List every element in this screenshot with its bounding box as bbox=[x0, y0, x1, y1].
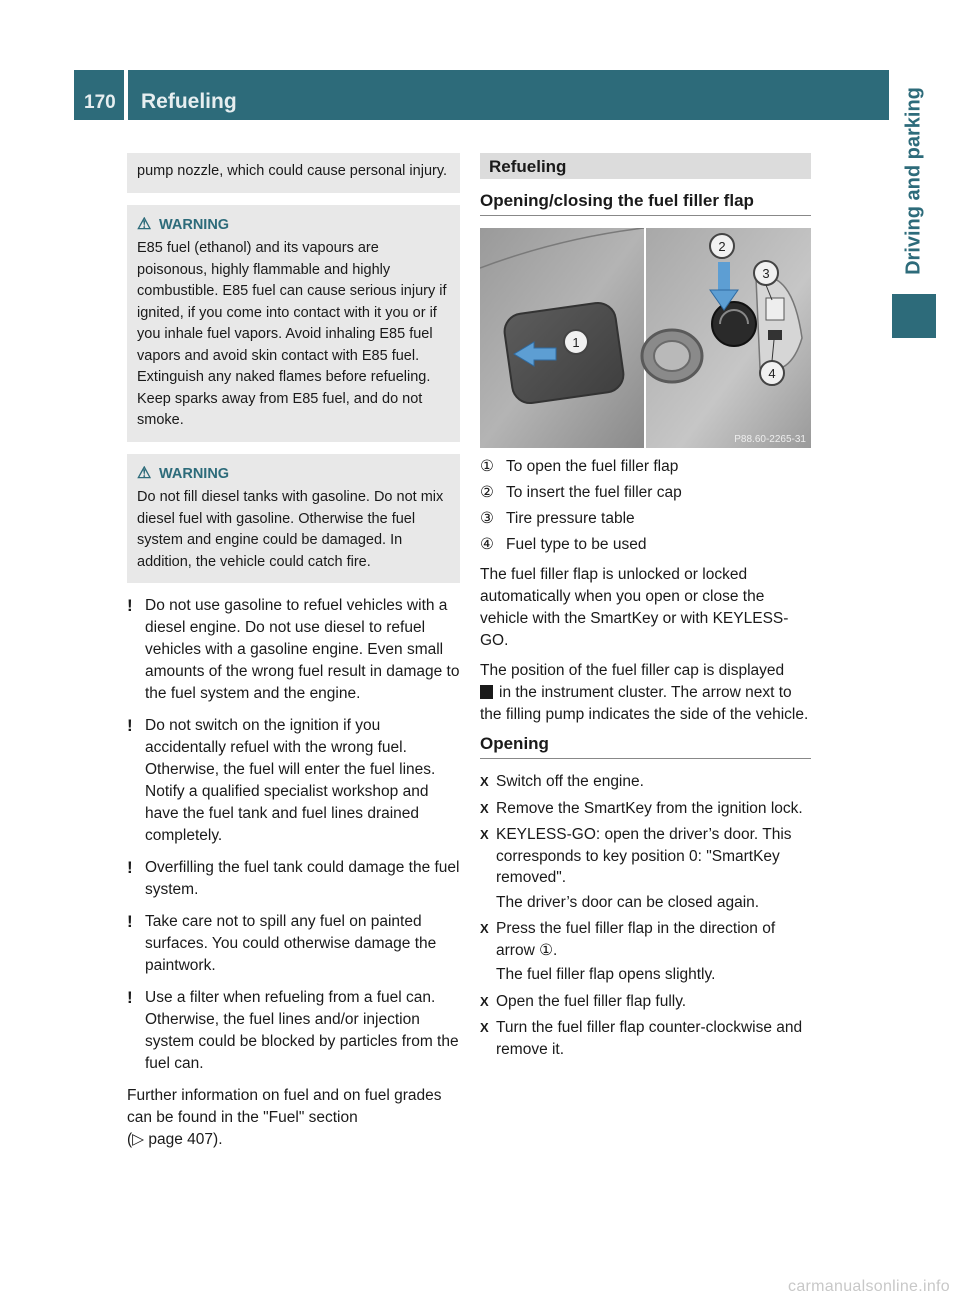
step-item bbox=[480, 1017, 811, 1060]
warning-label: WARNING bbox=[159, 216, 230, 233]
warning-heading bbox=[137, 215, 450, 237]
step-marker-icon: X bbox=[480, 993, 489, 1009]
legend-number: ① bbox=[480, 458, 494, 475]
note-item bbox=[127, 987, 460, 1075]
step-text: Remove the SmartKey from the ignition lock. bbox=[496, 799, 803, 817]
legend-list bbox=[480, 456, 811, 556]
note-item bbox=[127, 595, 460, 705]
further-info bbox=[127, 1085, 460, 1151]
step-item bbox=[480, 824, 811, 913]
warning-heading bbox=[137, 464, 450, 486]
exclamation-icon: ! bbox=[127, 716, 133, 735]
exclamation-icon: ! bbox=[127, 596, 133, 615]
step-marker-icon: X bbox=[480, 800, 489, 816]
note-text: Overfilling the fuel tank could damage the fuel system. bbox=[145, 859, 460, 898]
step-marker-icon: X bbox=[480, 774, 489, 789]
exclamation-icon: ! bbox=[127, 988, 133, 1007]
step-item bbox=[480, 991, 811, 1013]
right-column bbox=[480, 153, 811, 1065]
legend-item bbox=[480, 534, 811, 556]
warning-label: WARNING bbox=[159, 465, 230, 482]
fuel-flap-illustration bbox=[480, 228, 811, 448]
legend-number: ③ bbox=[480, 510, 494, 527]
further-info-text: Further information on fuel and on fuel grades can be found in the "Fuel" section bbox=[127, 1087, 442, 1126]
page-number-box bbox=[74, 70, 124, 120]
note-text: Take care not to spill any fuel on painted surfaces. You could otherwise damage the paintwork. bbox=[145, 913, 437, 974]
left-column bbox=[127, 153, 460, 1159]
warning-text: Do not fill diesel tanks with gasoline. Do not mix diesel fuel with gasoline. Otherwise the fuel system and engine could be damaged. In addition, the vehicle could catch fire. bbox=[137, 489, 444, 570]
page-number: 170 bbox=[84, 92, 116, 113]
side-tab-label: Driving and parking bbox=[902, 87, 925, 275]
legend-text: To insert the fuel filler cap bbox=[506, 484, 682, 501]
paragraph-text: The position of the fuel filler cap is displayed bbox=[480, 662, 785, 679]
note-text: Do not switch on the ignition if you accidentally refuel with the wrong fuel. Otherwise, the fuel will enter the fuel lines. Notify a qualified specialist workshop and have the fuel tank and fuel lines drained completely. bbox=[145, 717, 436, 844]
note-item bbox=[127, 911, 460, 977]
subheading: Opening/closing the fuel filler flap bbox=[480, 191, 811, 216]
step-text: Turn the fuel filler flap counter-clockwise and remove it. bbox=[496, 1019, 803, 1058]
callout-3: 3 bbox=[762, 266, 770, 281]
paragraph-cap-position bbox=[480, 660, 811, 726]
chapter-title: Refueling bbox=[141, 90, 237, 113]
legend-item bbox=[480, 456, 811, 478]
warning-text: E85 fuel (ethanol) and its vapours are poisonous, highly flammable and highly combustible. E85 fuel can cause serious injury if ignited, if you come into contact with it you or if you inhale fuel vapors. Avoid inhaling E85 fuel vapors and avoid skin contact with E85 fuel. Extinguish any naked flames before refueling. Keep sparks away from E85 fuel, and do not smoke. bbox=[137, 240, 447, 428]
note-text: Use a filter when refueling from a fuel can. Otherwise, the fuel lines and/or injection system could be blocked by particles from the fuel can. bbox=[145, 989, 459, 1072]
step-text: Press the fuel filler flap in the direction of arrow ①. bbox=[496, 920, 776, 959]
exclamation-icon: ! bbox=[127, 912, 133, 931]
step-text: KEYLESS-GO: open the driver’s door. This corresponds to key position 0: "SmartKey removed". bbox=[496, 826, 792, 886]
exclamation-icon: ! bbox=[127, 858, 133, 877]
chapter-header bbox=[128, 70, 889, 120]
callout-4: 4 bbox=[768, 366, 776, 381]
step-result: The fuel filler flap opens slightly. bbox=[496, 966, 716, 983]
section-title: Refueling bbox=[480, 153, 811, 179]
step-marker-icon: X bbox=[480, 921, 489, 936]
figure-code: P88.60-2265-31 bbox=[734, 434, 806, 445]
step-text: Switch off the engine. bbox=[496, 773, 644, 790]
fuel-flap-figure bbox=[480, 228, 811, 448]
callout-2: 2 bbox=[718, 239, 726, 254]
legend-item bbox=[480, 482, 811, 504]
callout-1: 1 bbox=[572, 335, 580, 350]
continued-text: pump nozzle, which could cause personal injury. bbox=[137, 163, 448, 179]
step-text: Open the fuel filler flap fully. bbox=[496, 992, 687, 1010]
side-tab-marker bbox=[892, 294, 936, 338]
legend-text: Tire pressure table bbox=[506, 510, 635, 527]
warning-triangle-icon: ⚠ bbox=[137, 215, 152, 233]
warning-box-e85 bbox=[127, 205, 460, 442]
step-marker-icon: X bbox=[480, 827, 489, 842]
watermark: carmanualsonline.info bbox=[788, 1278, 950, 1295]
step-item bbox=[480, 771, 811, 793]
step-marker-icon: X bbox=[480, 1020, 489, 1035]
continued-warning bbox=[127, 153, 460, 193]
side-tab bbox=[892, 70, 936, 292]
step-item bbox=[480, 918, 811, 986]
steps-list bbox=[480, 771, 811, 1060]
note-text: Do not use gasoline to refuel vehicles with a diesel engine. Do not use diesel to refuel vehicles with a gasoline engine. Even small amounts of the wrong fuel result in damage to the fuel system and the engine. bbox=[145, 597, 460, 702]
legend-number: ④ bbox=[480, 536, 494, 553]
warning-triangle-icon: ⚠ bbox=[137, 464, 152, 482]
legend-text: To open the fuel filler flap bbox=[506, 458, 679, 475]
legend-number: ② bbox=[480, 484, 494, 501]
note-item bbox=[127, 715, 460, 847]
legend-text: Fuel type to be used bbox=[506, 536, 647, 553]
step-result: The driver’s door can be closed again. bbox=[496, 893, 760, 911]
page-reference-link[interactable]: (▷ page 407). bbox=[127, 1131, 223, 1148]
note-item bbox=[127, 857, 460, 901]
legend-item bbox=[480, 508, 811, 530]
paragraph-text: in the instrument cluster. The arrow next to the filling pump indicates the side of the vehicle. bbox=[480, 684, 809, 723]
warning-box-diesel bbox=[127, 454, 460, 584]
step-item bbox=[480, 798, 811, 820]
fuel-pump-icon bbox=[480, 685, 493, 699]
paragraph-unlock: The fuel filler flap is unlocked or locked automatically when you open or close the vehicle with the SmartKey or with KEYLESS-GO. bbox=[480, 566, 789, 649]
opening-heading: Opening bbox=[480, 734, 811, 759]
